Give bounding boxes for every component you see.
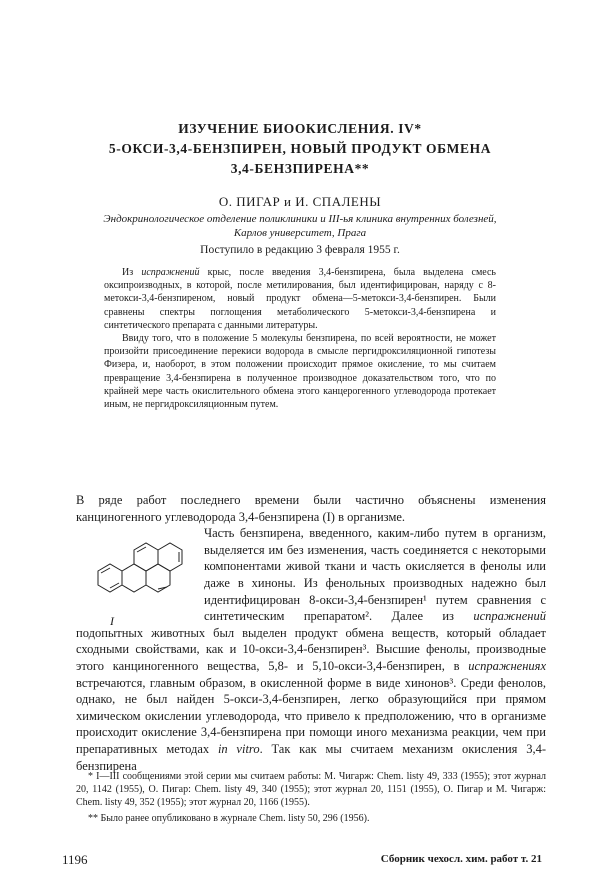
abstract — [104, 266, 496, 411]
benzpyrene-structure-diagram — [76, 527, 196, 623]
abstract-paragraph-1: Из испражнений крыс, после введения 3,4-бензпирена, была выделена смесь оксипроизводных, в которой, после метилирования, был идентифицирован, наряду с 8-метокси-3,4-бензпиреном, новый продукт обмена—5-метокси-3,4-бензпирен. Были сравнены спектры поглощения метаболического 5-метокси-3,4-бензпирена и синтетического препарата с данными литературы. — [104, 267, 496, 331]
authors: О. ПИГАР и И. СПАЛЕНЫ — [218, 194, 382, 209]
footnote-2: ** Было ранее опубликовано в журнале Chem. listy 50, 296 (1956). — [88, 812, 370, 824]
received-date: Поступило в редакцию 3 февраля 1955 г. — [200, 244, 400, 256]
affiliation-line-1: Эндокринологическое отделение поликлиники и III-ья клиника внутренних болезней, — [103, 213, 497, 225]
footnotes — [76, 770, 546, 827]
body-paragraph-2: I Часть бензпирена, введенного, каким-либо путем в организм, выделяется им без изменения, часть соединяется с некоторыми компонентами живой ткани и часть окисляется в фенолы или даже в хиноны. Из фенольных производных надежно был идентифицирован 8-окси-3,4-бензпирен¹ путем сравнения с синтетическим препаратом². Далее из испражнений подопытных животных был выделен продукт обмена веществ, который обладает сходными свойствами, как и 10-окси-3,4-бензпирен³. Высшие фенолы, производные этого канциногенного вещества, 5,8- и 5,10-окси-3,4-бензпирен, в испражнениях встречаются, главным образом, в окисленной форме в виде хинонов³. Среди фенолов, однако, не был найден 5-окси-3,4-бензпирен, легко образующийся при прямом химическом окислении углеводорода, что привело к предположению, что в организме происходит окисление 3,4-бензпирена при помощи иного механизма реакции, чем при препаративных методах in vitro. Так как мы считаем механизм окисления 3,4-бензпирена — [76, 526, 546, 773]
benzpyrene-structure-figure — [76, 527, 196, 629]
abstract-paragraph-2: Ввиду того, что в положение 5 молекулы бензпирена, по всей вероятности, не может произойти присоединение перекиси водорода в смысле пергидроксиляционной гипотезы Физера, и, наоборот, в этом положении происходит прямое окисление, то мы считаем превращение 3,4-бензпирена в полученное производное доказательством того, что по крайней мере часть окислительного обмена этого канцерогенного углеводорода протекает иным, не пергидроксиляционным путем. — [104, 333, 496, 411]
title-line-3: 3,4-БЕНЗПИРЕНА** — [230, 161, 370, 176]
title-line-2: 5-ОКСИ-3,4-БЕНЗПИРЕН, НОВЫЙ ПРОДУКТ ОБМЕНА — [108, 141, 492, 156]
footnote-1: * I—III сообщениями этой серии мы считаем работы: М. Чигарж: Chem. listy 49, 333 (1955); этот журнал 20, 1142 (1955), О. Пигар: Chem. listy 49, 340 (1955); этот журнал 20, 1151 (1955), О. Пигар и М. Чигарж: Chem. listy 49, 352 (1955); этот журнал 20, 1166 (1955). — [76, 771, 546, 809]
running-head: Сборник чехосл. хим. работ т. 21 — [380, 853, 542, 865]
affiliation-line-2: Карлов университет, Прага — [233, 227, 367, 239]
figure-label: I — [110, 614, 114, 629]
page-number: 1196 — [62, 852, 88, 867]
main-text — [76, 492, 546, 774]
title-line-1: ИЗУЧЕНИЕ БИООКИСЛЕНИЯ. IV* — [178, 121, 422, 136]
body-paragraph-1: В ряде работ последнего времени были частично объяснены изменения канциногенного углеводорода 3,4-бензпирена (I) в организме. — [76, 493, 546, 524]
